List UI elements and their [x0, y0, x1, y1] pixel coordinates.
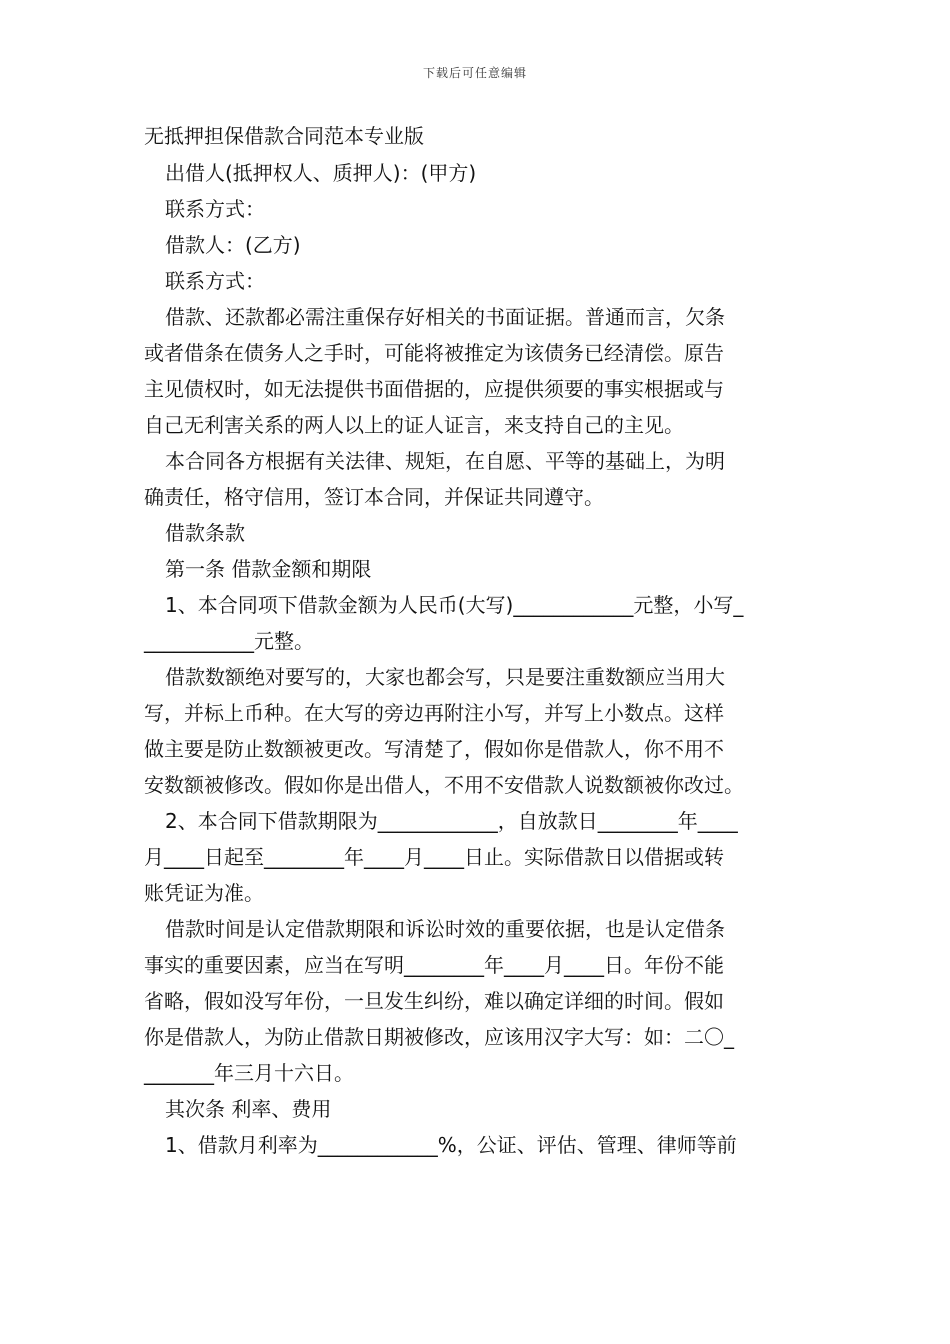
- body-line: 出借人(抵押权人、质押人)：(甲方): [165, 161, 477, 185]
- body-line: 联系方式：: [165, 269, 265, 293]
- body-line: 1、本合同项下借款金额为人民币(大写)____________元整，小写_: [165, 593, 744, 617]
- body-line: 主见债权时，如无法提供书面借据的，应提供须要的事实根据或与: [144, 377, 724, 401]
- body-line: 月____日起至________年____月____日止。实际借款日以借据或转: [144, 845, 724, 869]
- body-line: 账凭证为准。: [144, 881, 264, 905]
- body-line: 或者借条在债务人之手时，可能将被推定为该债务已经清偿。原告: [144, 341, 724, 365]
- body-line: 借款人：(乙方): [165, 233, 301, 257]
- body-line: 第一条 借款金额和期限: [165, 557, 372, 581]
- body-line: 你是借款人，为防止借款日期被修改，应该用汉字大写：如：二〇_: [144, 1025, 734, 1049]
- body-line: 省略，假如没写年份，一旦发生纠纷，难以确定详细的时间。假如: [144, 989, 724, 1013]
- body-line: 事实的重要因素，应当在写明________年____月____日。年份不能: [144, 953, 724, 977]
- body-line: 写，并标上币种。在大写的旁边再附注小写，并写上小数点。这样: [144, 701, 724, 725]
- body-line: 借款数额绝对要写的，大家也都会写，只是要注重数额应当用大: [165, 665, 725, 689]
- body-line: ___________元整。: [144, 629, 314, 653]
- body-line: 1、借款月利率为____________%，公证、评估、管理、律师等前: [165, 1133, 737, 1157]
- body-line: _______年三月十六日。: [144, 1061, 354, 1085]
- body-line: 2、本合同下借款期限为____________，自放款日________年____: [165, 809, 738, 833]
- document-body: [144, 118, 812, 1163]
- document-title: 无抵押担保借款合同范本专业版: [144, 124, 424, 148]
- body-line: 做主要是防止数额被更改。写清楚了，假如你是借款人，你不用不: [144, 737, 724, 761]
- page-header: 下载后可任意编辑: [422, 66, 527, 80]
- body-line: 本合同各方根据有关法律、规矩，在自愿、平等的基础上，为明: [165, 449, 725, 473]
- body-line: 确责任，格守信用，签订本合同，并保证共同遵守。: [144, 485, 604, 509]
- body-line: 安数额被修改。假如你是出借人，不用不安借款人说数额被你改过。: [144, 773, 744, 797]
- body-line: 借款时间是认定借款期限和诉讼时效的重要依据，也是认定借条: [165, 917, 725, 941]
- body-line: 借款、还款都必需注重保存好相关的书面证据。普通而言，欠条: [165, 305, 725, 329]
- body-line: 联系方式：: [165, 197, 265, 221]
- body-line: 自己无利害关系的两人以上的证人证言，来支持自己的主见。: [144, 413, 684, 437]
- body-lines: [144, 155, 812, 1163]
- body-line: 借款条款: [165, 521, 245, 545]
- body-line: 其次条 利率、费用: [165, 1097, 332, 1121]
